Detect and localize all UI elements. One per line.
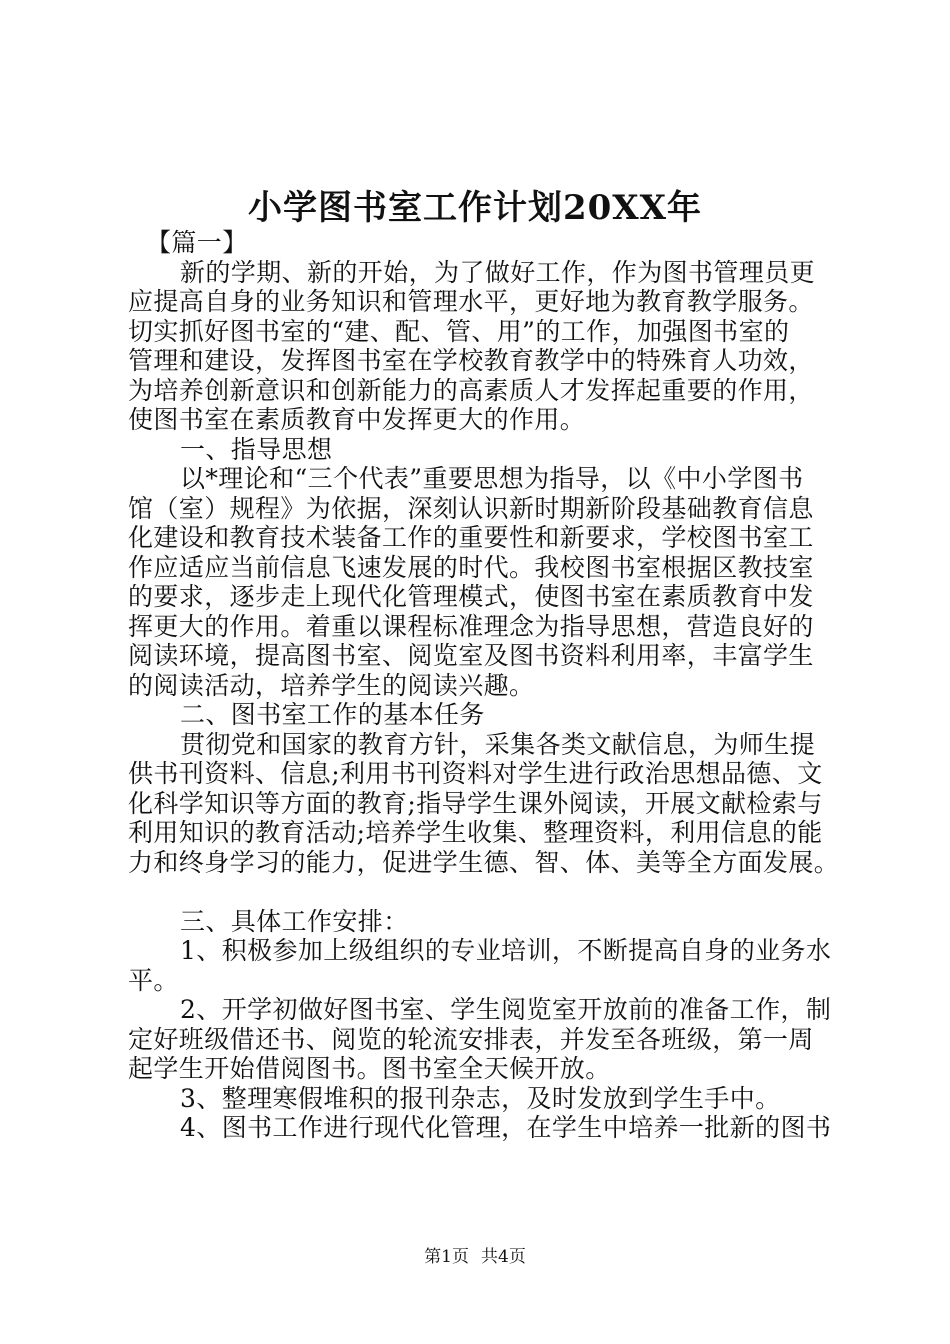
paragraph-line: 3、整理寒假堆积的报刊杂志，及时发放到学生手中。	[180, 1083, 781, 1113]
page-total: 共4页	[481, 1247, 526, 1267]
paragraph-line: 为培养创新意识和创新能力的高素质人才发挥起重要的作用，	[128, 375, 814, 405]
section-heading-basic-tasks: 二、图书室工作的基本任务	[180, 700, 485, 729]
paragraph-line: 化建设和教育技术装备工作的重要性和新要求，学校图书室工	[128, 523, 814, 552]
document-body	[128, 228, 840, 1143]
paragraph-line: 起学生开始借阅图书。图书室全天候开放。	[128, 1054, 611, 1083]
blank-line	[128, 877, 834, 907]
section-heading-work-arrangements: 三、具体工作安排：	[180, 906, 409, 936]
page-number: 第1页	[424, 1247, 469, 1267]
section-heading-guiding-thought: 一、指导思想	[180, 434, 333, 464]
paragraph-line: 定好班级借还书、阅览的轮流安排表，并发至各班级，第一周	[128, 1024, 814, 1054]
paragraph-line: 贯彻党和国家的教育方针，采集各类文献信息，为师生提	[180, 729, 816, 759]
paragraph-line: 供书刊资料、信息;利用书刊资料对学生进行政治思想品德、文	[128, 759, 823, 788]
paragraph-line: 的要求，逐步走上现代化管理模式，使图书室在素质教育中发	[128, 582, 814, 611]
paragraph-line: 1、积极参加上级组织的专业培训，不断提高自身的业务水	[180, 936, 832, 965]
paragraph-line: 平。	[128, 965, 179, 995]
document-title: 小学图书室工作计划20XX年	[247, 188, 703, 228]
paragraph-line: 应提高自身的业务知识和管理水平，更好地为教育教学服务。	[128, 287, 814, 316]
paragraph-line: 力和终身学习的能力，促进学生德、智、体、美等全方面发展。	[128, 847, 840, 877]
paragraph-line: 馆（室）规程》为依据，深刻认识新时期新阶段基础教育信息	[128, 493, 814, 523]
paragraph-line: 管理和建设，发挥图书室在学校教育教学中的特殊育人功效，	[128, 346, 814, 375]
paragraph-line: 使图书室在素质教育中发挥更大的作用。	[128, 405, 586, 434]
paragraph-line: 作应适应当前信息飞速发展的时代。我校图书室根据区教技室	[128, 552, 814, 582]
page-footer	[0, 1245, 950, 1269]
section-label-part-one: 【篇一】	[146, 228, 248, 257]
paragraph-line: 2、开学初做好图书室、学生阅览室开放前的准备工作，制	[180, 995, 832, 1024]
paragraph-line: 化科学知识等方面的教育;指导学生课外阅读，开展文献检索与	[128, 788, 823, 818]
paragraph-line: 的阅读活动，培养学生的阅读兴趣。	[128, 670, 535, 700]
paragraph-line: 阅读环境，提高图书室、阅览室及图书资料利用率，丰富学生	[128, 641, 814, 670]
paragraph-line: 以*理论和“三个代表”重要思想为指导，以《中小学图书	[180, 464, 804, 493]
paragraph-line: 切实抓好图书室的“建、配、管、用”的工作，加强图书室的	[128, 316, 790, 346]
paragraph-line: 新的学期、新的开始，为了做好工作，作为图书管理员更	[180, 257, 816, 287]
paragraph-line: 挥更大的作用。着重以课程标准理念为指导思想，营造良好的	[128, 611, 814, 641]
paragraph-line: 4、图书工作进行现代化管理，在学生中培养一批新的图书	[180, 1113, 832, 1142]
paragraph-line: 利用知识的教育活动;培养学生收集、整理资料，利用信息的能	[128, 818, 823, 847]
